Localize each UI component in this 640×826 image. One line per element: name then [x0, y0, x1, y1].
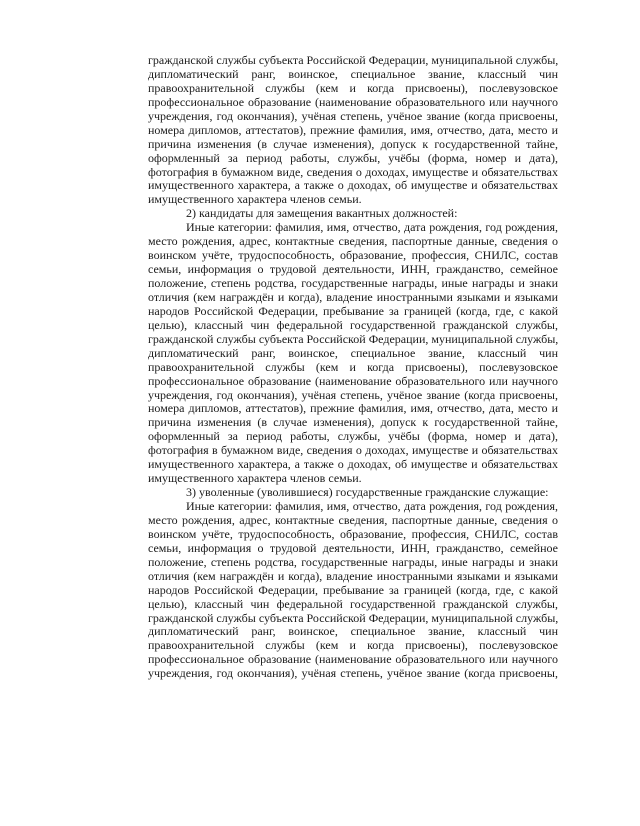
paragraph-first-line: Иные категории: фамилия, имя, отчество, дата рождения, год рождения, — [186, 221, 558, 235]
text-line: отличия (кем награждён и когда), владение иностранными языками и языками — [148, 290, 558, 304]
text-line: имущественного характера, а также о доходах, об имуществе и обязательствах — [148, 179, 558, 193]
text-line: правоохранительной службы (кем и когда присвоены), послевузовское — [148, 360, 558, 374]
text-line: дипломатический ранг, воинское, специальное звание, классный чин — [148, 67, 558, 81]
text-line: учреждения, год окончания), учёная степень, учёное звание (когда присвоены, — [148, 109, 558, 123]
text-line: фотография в бумажном виде, сведения о доходах, имуществе и обязательствах — [148, 165, 558, 179]
text-line: оформленный за период работы, службы, учёбы (форма, номер и дата), — [148, 151, 558, 165]
text-line: номера дипломов, аттестатов), прежние фамилия, имя, отчество, дата, место и — [148, 402, 558, 416]
text-line: гражданской службы субъекта Российской Федерации, муниципальной службы, — [148, 332, 558, 346]
text-line: целью), классный чин федеральной государственной гражданской службы, — [148, 597, 558, 611]
text-line: гражданской службы субъекта Российской Федерации, муниципальной службы, — [148, 611, 558, 625]
text-line: причина изменения (в случае изменения), допуск к государственной тайне, — [148, 416, 558, 430]
text-line: положение, степень родства, государственные награды, иные награды и знаки — [148, 277, 558, 290]
text-line: место рождения, адрес, контактные сведения, паспортные данные, сведения о — [148, 235, 558, 249]
text-line: место рождения, адрес, контактные сведения, паспортные данные, сведения о — [148, 513, 558, 527]
text-line: оформленный за период работы, службы, учёбы (форма, номер и дата), — [148, 430, 558, 444]
text-line: фотография в бумажном виде, сведения о доходах, имуществе и обязательствах — [148, 444, 558, 458]
text-line: профессиональное образование (наименование образовательного или научного — [148, 95, 558, 109]
text-line: правоохранительной службы (кем и когда присвоены), послевузовское — [148, 81, 558, 95]
text-line: учреждения, год окончания), учёная степень, учёное звание (когда присвоены, — [148, 388, 558, 402]
list-item-heading: 3) уволенные (уволившиеся) государственные гражданские служащие: — [186, 486, 549, 500]
text-line: целью), классный чин федеральной государственной гражданской службы, — [148, 318, 558, 332]
text-line: воинском учёте, трудоспособность, образование, профессия, СНИЛС, состав — [148, 527, 558, 541]
text-line: народов Российской Федерации, пребывание за границей (когда, где, с какой — [148, 583, 558, 597]
text-line: отличия (кем награждён и когда), владение иностранными языками и языками — [148, 569, 558, 583]
text-line: дипломатический ранг, воинское, специальное звание, классный чин — [148, 346, 558, 360]
text-line: номера дипломов, аттестатов), прежние фамилия, имя, отчество, дата, место и — [148, 123, 558, 137]
text-line: положение, степень родства, государственные награды, иные награды и знаки — [148, 555, 558, 569]
paragraph-end-line: имущественного характера членов семьи. — [148, 472, 362, 486]
text-line: учреждения, год окончания), учёная степень, учёное звание (когда присвоены, — [148, 667, 558, 681]
text-line: профессиональное образование (наименование образовательного или научного — [148, 374, 558, 388]
list-item-heading: 2) кандидаты для замещения вакантных должностей: — [186, 207, 458, 221]
text-line: причина изменения (в случае изменения), допуск к государственной тайне, — [148, 137, 558, 151]
paragraph-first-line: Иные категории: фамилия, имя, отчество, дата рождения, год рождения, — [186, 500, 558, 513]
paragraph-end-line: имущественного характера членов семьи. — [148, 193, 362, 207]
text-line: правоохранительной службы (кем и когда присвоены), послевузовское — [148, 639, 558, 653]
text-line: имущественного характера, а также о доходах, об имуществе и обязательствах — [148, 458, 558, 472]
text-line: воинском учёте, трудоспособность, образование, профессия, СНИЛС, состав — [148, 249, 558, 263]
text-line: гражданской службы субъекта Российской Федерации, муниципальной службы, — [148, 54, 558, 67]
text-line: семьи, информация о трудовой деятельности, ИНН, гражданство, семейное — [148, 541, 558, 555]
text-line: народов Российской Федерации, пребывание за границей (когда, где, с какой — [148, 304, 558, 318]
document-body — [148, 54, 558, 681]
text-line: профессиональное образование (наименование образовательного или научного — [148, 653, 558, 667]
text-line: семьи, информация о трудовой деятельности, ИНН, гражданство, семейное — [148, 263, 558, 277]
text-line: дипломатический ранг, воинское, специальное звание, классный чин — [148, 625, 558, 639]
